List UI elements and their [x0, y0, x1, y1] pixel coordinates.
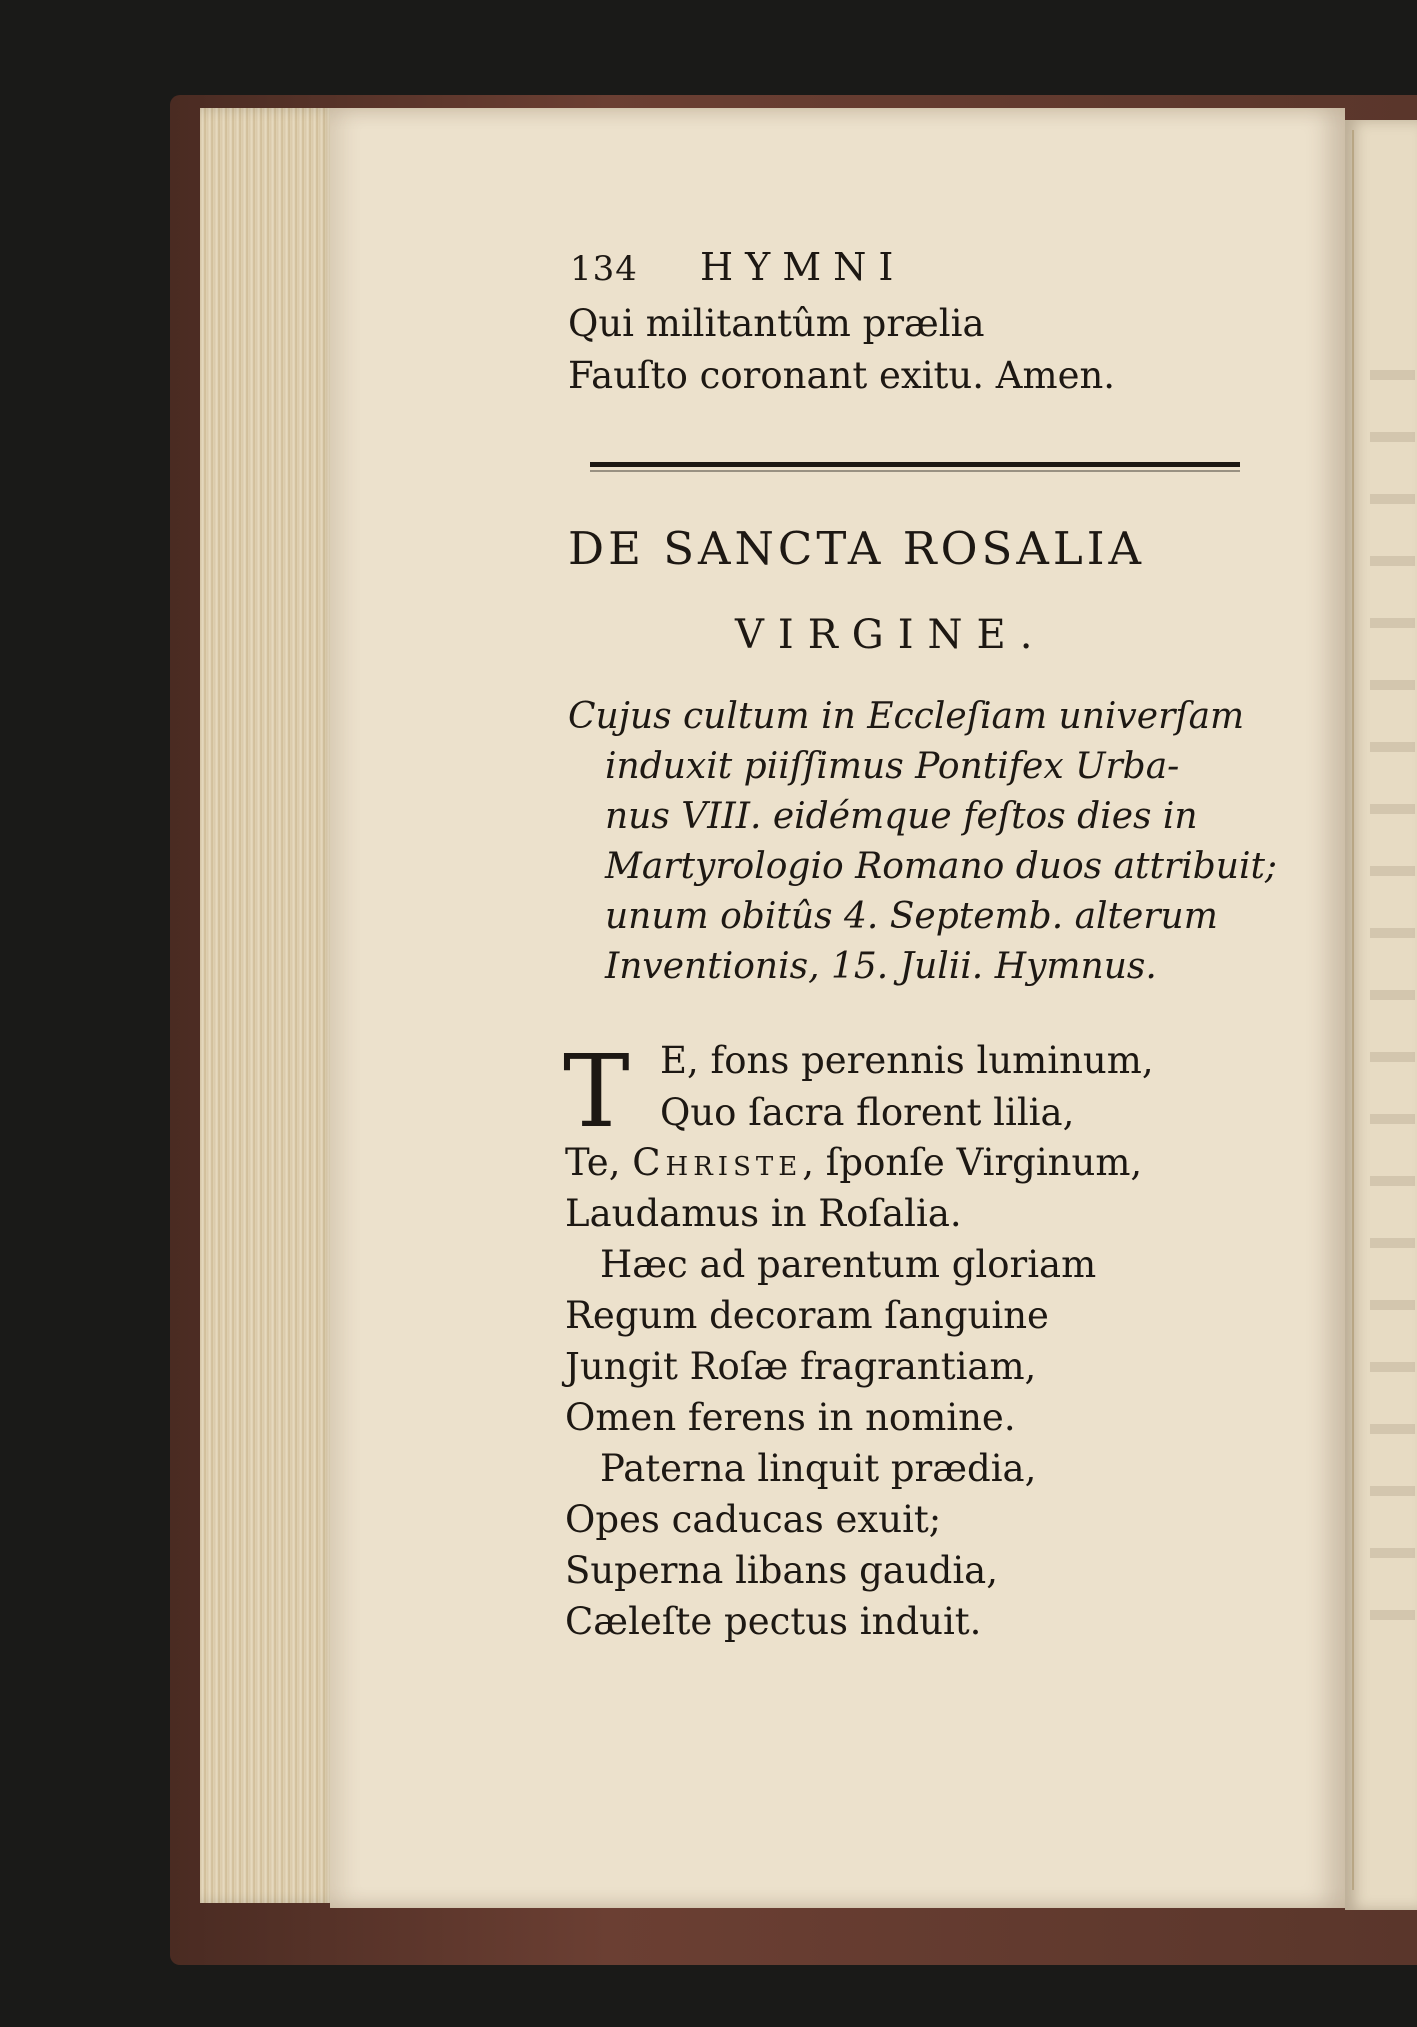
hymn-line: Regum decoram ſanguine [565, 1294, 1049, 1337]
hymn-line: Paterna linquit prædia, [600, 1447, 1037, 1490]
intro-line: Inventionis, 15. Julii. Hymnus. [605, 946, 1157, 987]
running-head [570, 245, 905, 289]
verse-line: Fauſto coronant exitu. Amen. [568, 354, 1116, 397]
intro-line: Martyrologio Romano duos attribuit; [605, 846, 1278, 887]
intro-line: Cujus cultum in Eccleſiam univerſam [568, 696, 1245, 737]
hymn-line: Omen ferens in nomine. [565, 1396, 1016, 1439]
section-subheading: VIRGINE. [735, 612, 1047, 658]
running-title: HYMNI [700, 245, 906, 289]
gutter-line [1352, 130, 1354, 1890]
verse-line: Qui militantûm prælia [568, 302, 985, 345]
drop-cap: T [563, 1033, 630, 1150]
hymn-line: Jungit Roſæ fragrantiam, [565, 1345, 1037, 1388]
page-number: 134 [570, 249, 638, 289]
hymn-line: Quo ſacra florent lilia, [660, 1091, 1075, 1134]
intro-line: nus VIII. eidémque feſtos dies in [605, 796, 1198, 837]
hymn-line: Hæc ad parentum gloriam [600, 1243, 1097, 1286]
hymn-line: Laudamus in Roſalia. [565, 1192, 962, 1235]
page-edges [200, 108, 340, 1903]
intro-line: induxit piiſſimus Pontifex Urba- [605, 746, 1180, 787]
hymn-line: E, fons perennis luminum, [660, 1039, 1154, 1082]
section-heading: DE SANCTA ROSALIA [568, 522, 1145, 575]
hymn-line-end: , ſponſe Virginum, [802, 1141, 1143, 1184]
hymn-line-name: Christe [632, 1141, 803, 1184]
hymn-line: Superna libans gaudia, [565, 1549, 998, 1592]
facing-page-text-bleed [1370, 330, 1415, 1650]
hymn-line [565, 1139, 1142, 1186]
section-divider-shadow [590, 470, 1240, 472]
hymn-line: Opes caducas exuit; [565, 1498, 942, 1541]
hymn-line: Cæleſte pectus induit. [565, 1600, 982, 1643]
section-divider [590, 462, 1240, 467]
intro-line: unum obitûs 4. Septemb. alterum [605, 896, 1218, 937]
hymn-line-start: Te, [565, 1141, 633, 1184]
